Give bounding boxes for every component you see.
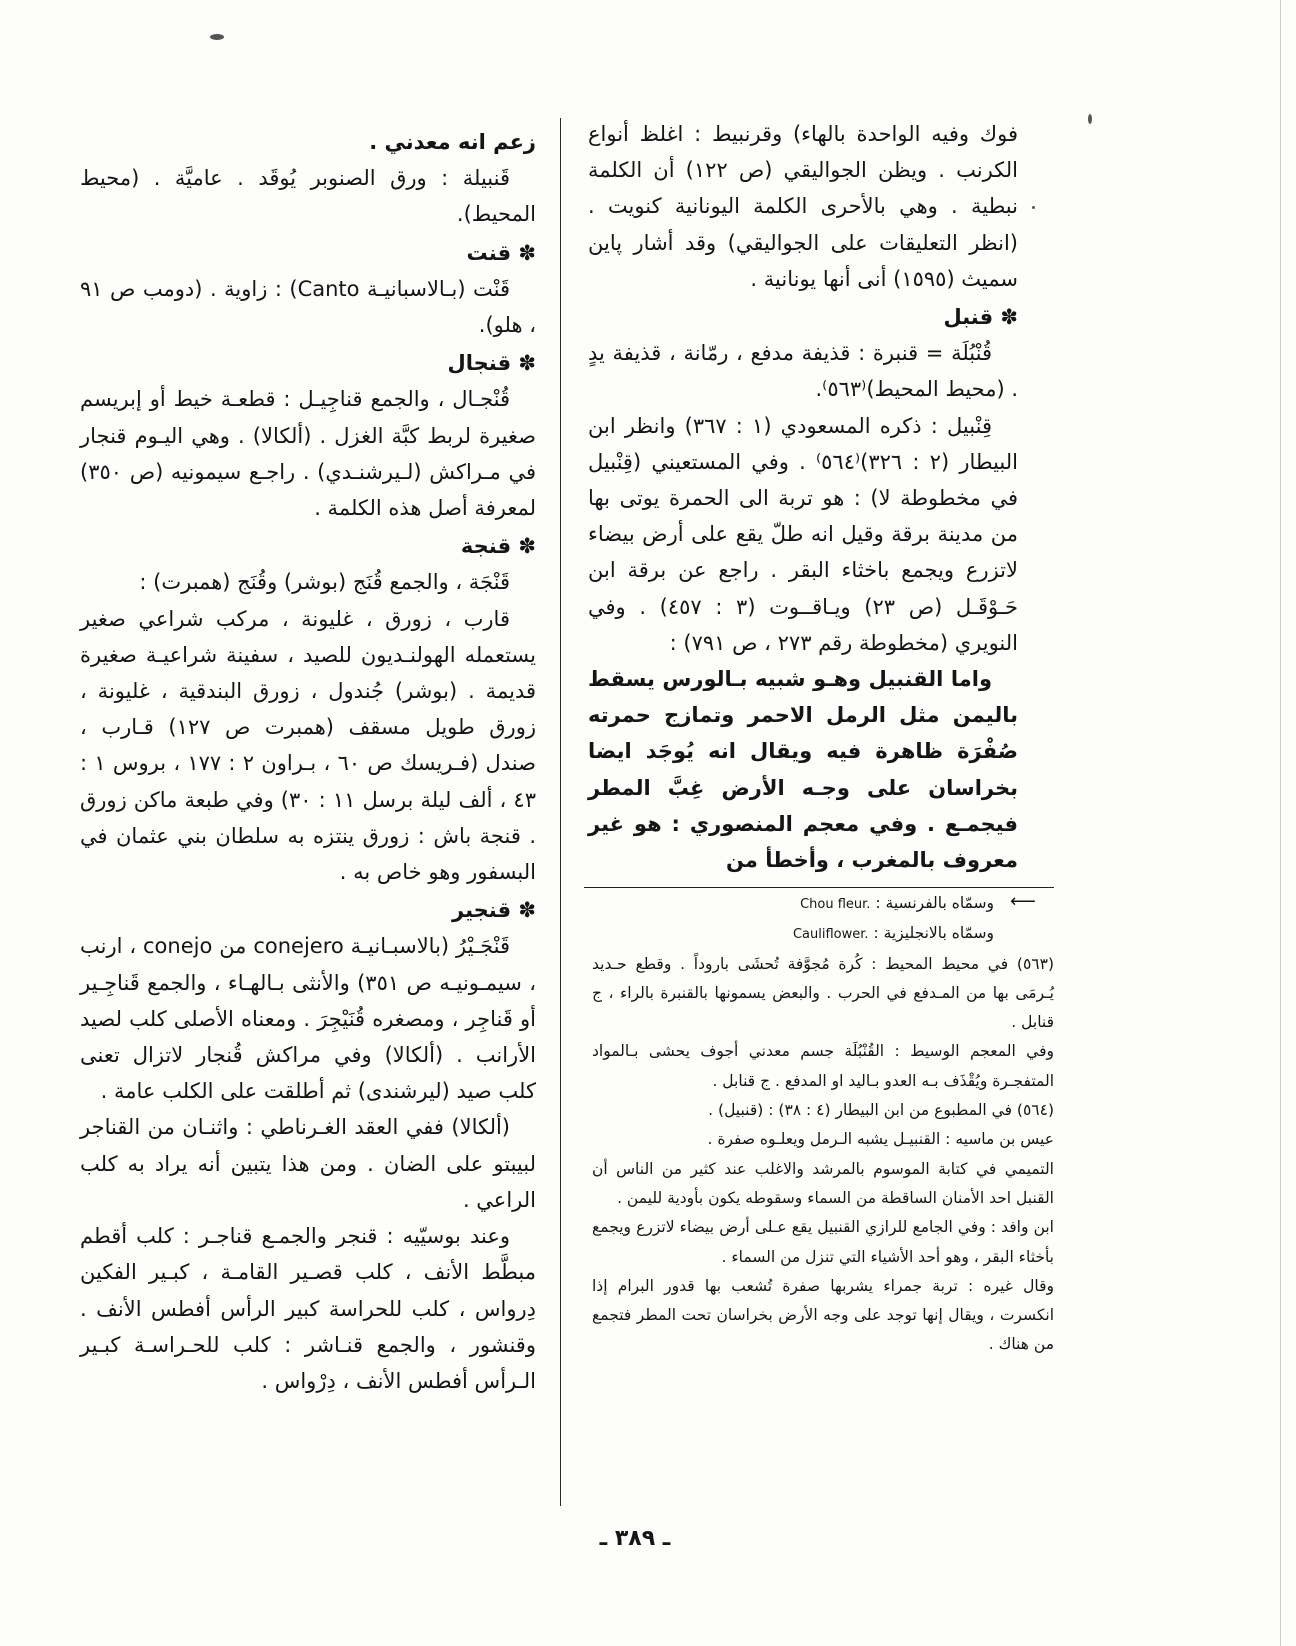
footnote-latin-term: Chou fleur. xyxy=(800,897,871,912)
left-column xyxy=(80,124,536,1399)
footnote-563: (٥٦٣) في محيط المحيط : كُرة مُجوَّفة تُحشَى باروداً . وقطع حـديد يُـرمَى بها من المـدفع في الحرب . والبعض يسمونها بالقنبرة بالراء ، ج قنابل . xyxy=(592,954,1054,1032)
paragraph: قارب ، زورق ، غليونة ، مركب شراعي صغير يستعمله الهولنـديون للصيد ، سفينة شراعيـة صغيرة قديمة . (بوشر) جُندول ، زورق البندقية ، غليونة ، زورق طويل مسقف (همبرت ص ١٢٧) قـارب ، صندل (فـريسك ص ٦٠ ، بـراون ٢ : ١٧٧ ، بروس ١ : ٤٣ ، ألف ليلة برسل ١١ : ٣٠) وفي طبعة ماكن زورق . قنجة باش : زورق ينتزه به سلطان بني عثمان في البسفور وهو خاص به . xyxy=(80,606,536,885)
paragraph: قِنْبيل : ذكره المسعودي (١ : ٣٦٧) وانظر ابن البيطار (٢ : ٣٢٦)⁽٥٦٤⁾ . وفي المستعيني (قِنْبيل في مخطوطة لا) : هو تربة الى الحمرة يوتى بها من مدينة برقة وقيل انه طلّ يقع على أرض بيضاء لاتزرع ويجمع باخثاء البقر . راجع عن برقة ابن حَـوْقَـل (ص ٢٣) ويـاقــوت (٣ : ٤٥٧) . وفي النويري (مخطوطة رقم ٢٧٣ ، ص ٧٩١) : xyxy=(588,413,1019,655)
paragraph: وعند بوسيّيه : قنجر والجمـع قناجـر : كلب أقطم مبطَّط الأنف ، كلب قصـير القامـة ، كبـير الفكين دِرواس ، كلب للحراسة كبير الرأس أفطس الأنف . وقنشور ، والجمع قنـاشر : كلب للحـراسـة كبـير الـرأس أفطس الأنف ، دِرْواس . xyxy=(80,1224,536,1393)
scan-speck xyxy=(1032,206,1035,209)
column-divider xyxy=(560,118,561,1506)
scan-edge-line xyxy=(1280,0,1281,1646)
entry-heading: ✽ قنت xyxy=(466,240,536,265)
entry-heading: ✽ قنبل xyxy=(943,305,1018,330)
footnote-text: ابن وافد : وفي الجامع للرازي القنبيل يقع عـلى أرض بيضاء لاتزرع ويجمع بأخثاء البقر ، وهو أحد الأشياء التي تنزل من السماء . xyxy=(592,1218,1054,1266)
footnote-latin-term: Cauliflower. xyxy=(792,927,869,943)
paragraph: قَنْجَة ، والجمع قُنَج (بوشر) وقُنَج (همبرت) : xyxy=(139,570,510,595)
footnote-text: عيس بن ماسيه : القنبيـل يشبه الـرمل ويعلـوه صفرة . xyxy=(707,1130,1054,1149)
paragraph: (ألكالا) ففي العقد الغـرناطي : واثنـان من القناجر لبيبتو على الضان . ومن هذا يتبين أنه يراد به كلب الراعي . xyxy=(80,1115,536,1212)
right-column xyxy=(588,116,1018,878)
footnote-text: وسمّاه بالفرنسية : xyxy=(875,894,994,912)
page-number: ـ ٣٨٩ ـ xyxy=(599,1526,671,1551)
paragraph: قَنْجَـيْرُ (بالاسبـانيـة conejero من conejo ، ارنب ، سيمـونيـه ص ٣٥١) والأنثى بـالهـاء ، والجمع قَناجِـير أو قَناجِر ، ومصغره قُنَيْجِرَ . ومعناه الأصلى كلب لصيد الأرانب . (ألكالا) وفي مراكش قُنجار لاتزال تعنى كلب صيد (ليرشندى) ثم أطلقت على الكلب عامة . xyxy=(80,934,536,1104)
footnotes xyxy=(592,889,1054,1360)
paragraph: قُنْبُلَة = قنبرة : قذيفة مدفع ، رمّانة ، قذيفة يدٍ . (محيط المحيط)⁽٥٦٣⁾. xyxy=(588,341,1018,402)
scan-speck xyxy=(210,34,224,40)
entry-heading: ✽ قنجال xyxy=(447,351,536,376)
quoted-paragraph: واما القنبيل وهـو شبيه بـالورس يسقط باليمن مثل الرمل الاحمر وتمازج حمرته صُفْرَة ظاهرة فيه ويقال انه يُوجَد ايضا بخراسان على وجـه الأرض غِبَّ المطر فيجمـع . وفي معجم المنصوري : هو غير معروف بالمغرب ، وأخطأ من xyxy=(588,667,1018,873)
entry-heading: ✽ قنجير xyxy=(452,898,536,923)
entry-heading: ✽ قنجة xyxy=(460,534,536,559)
left-arrow-icon: ⟵ xyxy=(1010,891,1036,912)
footnote-line xyxy=(592,889,1054,919)
paragraph: قَنْت (بـالاسبانيـة Canto) : زاوية . (دومب ص ٩١ ، هلو). xyxy=(80,276,536,338)
paragraph: قَنبيلة : ورق الصنوبر يُوقَد . عاميَّة . (محيط المحيط). xyxy=(80,166,536,227)
footnote-text: وفي المعجم الوسيط : القُنْبُلَة جسم معدني أجوف يحشى بـالمواد المتفجـرة ويُقْذَف بـه العدو بـاليد او المدفع . ج قنابل . xyxy=(592,1042,1054,1090)
paragraph: قُنْجـال ، والجمع قناجِيـل : قطعـة خيط أو إبريسم صغيرة لربط كبَّة الغزل . (ألكالا) . وهي اليـوم قنجار في مـراكش (لـيرشنـدي) . راجـع سيمونيه (ص ٣٥٠) لمعرفة أصل هذه الكلمة . xyxy=(80,387,536,521)
footnote-564: (٥٦٤) في المطبوع من ابن البيطار (٤ : ٣٨) : (قنبيل) . xyxy=(708,1101,1054,1120)
footnote-text: وقال غيره : تربة جمراء يشربها صفرة تُشعب بها قدور البرام إذا انكسرت ، ويقال إنها توجد على وجه الأرض بخراسان تحت المطر فتجمع من هناك . xyxy=(592,1276,1054,1354)
paragraph: زعم انه معدني . xyxy=(369,130,536,154)
footnote-rule xyxy=(584,887,1054,888)
paragraph: فوك وفيه الواحدة بالهاء) وقرنبيط : اغلظ أنواع الكرنب . ويظن الجواليقي (ص ١٢٢) أن الكلمة نبطية . وهي بالأحرى الكلمة اليونانية كنويت . (انظر التعليقات على الجواليقي) وقد أشار پاين سميث (١٥٩٥) أنى أنها يونانية . xyxy=(588,122,1018,291)
scan-speck xyxy=(1088,114,1092,124)
footnote-line xyxy=(592,919,1054,949)
footnote-text: التميمي في كتابة الموسوم بالمرشد والاغلب عند كثير من الناس أن القنبل احد الأمنان الساقطة من السماء وسقوطه يكون بأودية لليمن . xyxy=(592,1159,1054,1207)
footnote-text: وسمّاه بالانجليزية : xyxy=(873,924,994,943)
